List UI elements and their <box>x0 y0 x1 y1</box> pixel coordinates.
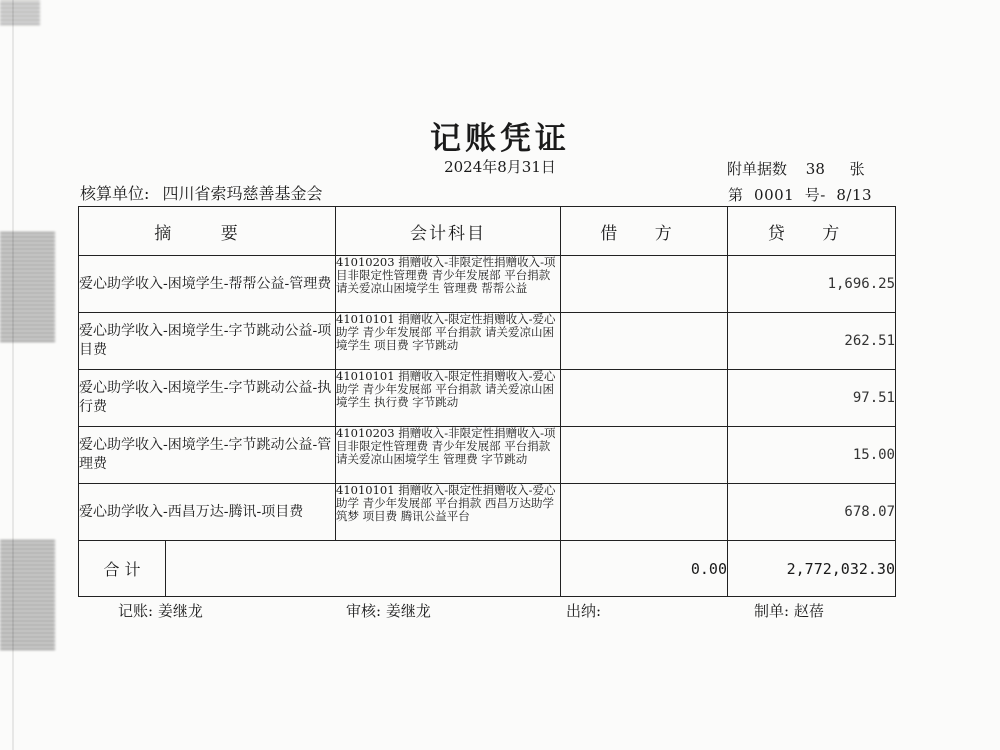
scan-artifact <box>0 0 40 25</box>
table-row <box>79 256 896 313</box>
total-row <box>79 541 896 597</box>
footer-maker: 制单: 赵蓓 <box>754 602 824 620</box>
row-summary: 爱心助学收入-困境学生-字节跳动公益-项目费 <box>79 313 336 370</box>
table-row <box>79 427 896 484</box>
row-account: 41010203 捐赠收入-非限定性捐赠收入-项目非限定性管理费 青少年发展部 平台捐款 请关爱凉山困境学生 管理费 帮帮公益 <box>336 256 561 313</box>
total-credit: 2,772,032.30 <box>728 541 896 597</box>
row-credit: 97.51 <box>728 370 896 427</box>
scan-artifact <box>0 232 55 342</box>
row-account: 41010101 捐赠收入-限定性捐赠收入-爱心助学 青少年发展部 平台捐款 西昌万达助学筑梦 项目费 腾讯公益平台 <box>336 484 561 541</box>
row-summary: 爱心助学收入-困境学生-字节跳动公益-执行费 <box>79 370 336 427</box>
table-row <box>79 484 896 541</box>
row-credit: 262.51 <box>728 313 896 370</box>
footer-reviewer: 审核: 姜继龙 <box>346 602 431 620</box>
row-credit: 15.00 <box>728 427 896 484</box>
row-credit: 678.07 <box>728 484 896 541</box>
footer-cashier: 出纳: <box>566 602 602 620</box>
table-row <box>79 370 896 427</box>
total-blank <box>166 541 560 596</box>
voucher-title: 记账凭证 <box>430 121 570 157</box>
row-debit <box>561 484 728 541</box>
footer-booker: 记账: 姜继龙 <box>118 602 203 620</box>
row-account: 41010203 捐赠收入-非限定性捐赠收入-项目非限定性管理费 青少年发展部 平台捐款 请关爱凉山困境学生 管理费 字节跳动 <box>336 427 561 484</box>
row-debit <box>561 256 728 313</box>
row-summary: 爱心助学收入-困境学生-字节跳动公益-管理费 <box>79 427 336 484</box>
attachments-label: 附单据数 <box>727 160 788 178</box>
row-credit: 1,696.25 <box>728 256 896 313</box>
row-debit <box>561 370 728 427</box>
table-row <box>79 313 896 370</box>
row-summary: 爱心助学收入-困境学生-帮帮公益-管理费 <box>79 256 336 313</box>
voucher-number: 第 0001 号- 8/13 <box>728 186 873 204</box>
attachments-info <box>727 158 865 179</box>
scan-artifact <box>0 540 55 650</box>
total-label: 合 计 <box>79 541 166 596</box>
attachments-unit: 张 <box>849 160 865 178</box>
accounting-unit <box>80 181 323 204</box>
unit-label: 核算单位: <box>80 184 150 203</box>
row-account: 41010101 捐赠收入-限定性捐赠收入-爱心助学 青少年发展部 平台捐款 请关爱凉山困境学生 执行费 字节跳动 <box>336 370 561 427</box>
header-debit: 借 方 <box>561 207 728 256</box>
row-summary: 爱心助学收入-西昌万达-腾讯-项目费 <box>79 484 336 541</box>
row-debit <box>561 313 728 370</box>
total-cell <box>79 541 561 597</box>
voucher-table <box>78 206 896 597</box>
table-header-row <box>79 207 896 256</box>
header-account: 会计科目 <box>336 207 561 256</box>
total-debit: 0.00 <box>561 541 728 597</box>
attachments-count: 38 <box>805 160 825 178</box>
voucher-date: 2024年8月31日 <box>444 158 556 176</box>
header-credit: 贷 方 <box>728 207 896 256</box>
row-account: 41010101 捐赠收入-限定性捐赠收入-爱心助学 青少年发展部 平台捐款 请关爱凉山困境学生 项目费 字节跳动 <box>336 313 561 370</box>
header-summary: 摘 要 <box>79 207 336 256</box>
unit-name: 四川省索玛慈善基金会 <box>162 184 323 203</box>
row-debit <box>561 427 728 484</box>
